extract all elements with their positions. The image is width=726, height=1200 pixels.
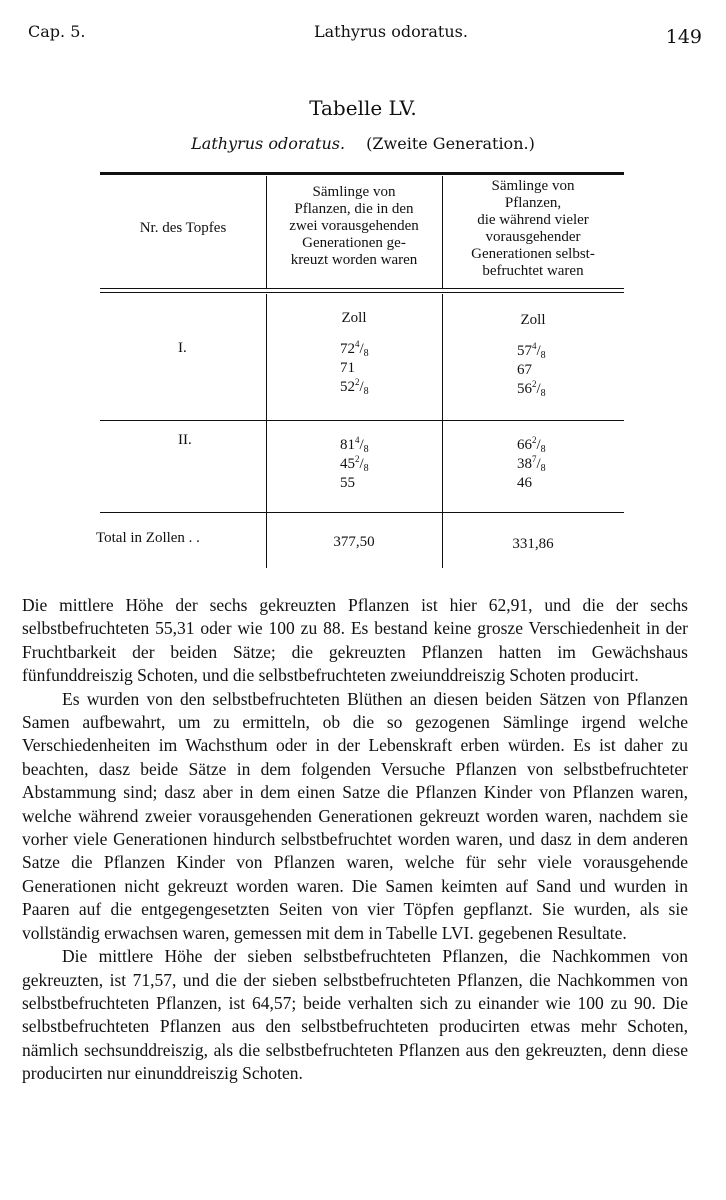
page-number: 149: [665, 26, 702, 48]
pot-1-crossed-values: [340, 340, 369, 397]
value-den: 8: [540, 463, 546, 474]
value-num: 2: [355, 377, 360, 387]
header-crossed-line: zwei vorausgehenden: [289, 218, 419, 234]
header-crossed-line: Pflanzen, die in den: [294, 201, 414, 217]
value-cell: $45^2/_8$: [340, 454, 369, 474]
total-label: Total in Zollen . .: [96, 530, 200, 546]
header-selfed: [442, 178, 624, 280]
header-crossed: [266, 184, 442, 269]
paragraph-2: Es wurden von den selbstbefruchteten Blüthen an diesen beiden Sätzen von Pflanzen Samen aufbewahrt, um zu ermitteln, ob die so gezogenen Sämlinge irgend welche Verschiedenheiten im Wachsthum oder in der Lebenskraft erben würden. Es ist daher zu beachten, dasz beide Sätze in dem folgenden Versuche Pflanzen von selbstbefruchteter Abstammung sind; dasz aber in dem einen Satze die Pflanzen Kinder von Pflanzen waren, welche während zweier vorausgehenden Generationen gekreuzt worden waren, nachdem sie vorher viele Generationen hindurch selbstbefruchtet worden waren, und dasz in dem anderen Satze die Pflanzen Kinder von Pflanzen waren, welche für sehr viele vorausgehende Generationen nicht gekreuzt worden waren. Die Samen keimten auf Sand und wurden in Paaren auf die entgegengesetzten Seiten von vier Töpfen gepflanzt. Sie wurden, als sie vollständig erwachsen waren, gemessen mit dem in Tabelle LVI. gegebenen Resultate.: [22, 688, 688, 943]
unit-selfed: Zoll: [520, 312, 546, 328]
value-cell: $72^4/_8$: [340, 339, 369, 359]
value-whole: 66: [517, 437, 532, 453]
total-crossed: 377,50: [333, 534, 375, 550]
header-selfed-line: vorausgehender: [485, 229, 581, 245]
paragraph-3: Die mittlere Höhe der sieben selbstbefruchteten Pflanzen, die Nachkommen von gekreuzten, ist 71,57, und die der sieben selbstbefruchteten Pflanzen, die Nachkommen von selbstbefruchteten Pflanzen, ist 64,57; beide verhalten sich zu einander wie 100 zu 90. Die selbstbefruchteten Pflanzen aus den selbstbefruchteten producirten etwas mehr Schoten, nämlich sechsunddreiszig, als die selbstbefruchteten Pflanzen aus den gekreuzten, denn diese producirten nur einunddreiszig Schoten.: [22, 946, 688, 1084]
value-cell: [517, 361, 546, 380]
body-text: [22, 594, 688, 1086]
header-selfed-line: Generationen selbst-: [471, 246, 595, 262]
value-den: 8: [540, 444, 546, 455]
table-subtitle: [0, 134, 726, 153]
header-rule-upper: [100, 288, 624, 289]
header-crossed-line: Sämlinge von: [312, 184, 396, 200]
value-cell: $38^7/_8$: [517, 454, 546, 474]
value-whole: 45: [340, 456, 355, 472]
body-col-divider-1: [266, 294, 267, 568]
value-den: 8: [363, 348, 369, 359]
value-cell: $57^4/_8$: [517, 341, 546, 361]
header-selfed-line: die während vieler: [477, 212, 589, 228]
value-num: 2: [355, 454, 360, 464]
pot-2-selfed-values: [517, 436, 546, 493]
value-cell: [340, 359, 369, 378]
value-whole: 38: [517, 456, 532, 472]
pot-divider-rule: [100, 420, 624, 421]
table-subtitle-generation: (Zweite Generation.): [366, 134, 535, 153]
value-whole: 46: [517, 475, 532, 491]
value-cell: $66^2/_8$: [517, 435, 546, 455]
value-den: 8: [363, 463, 369, 474]
value-cell: [517, 474, 546, 493]
value-num: 7: [532, 454, 537, 464]
value-whole: 67: [517, 362, 532, 378]
header-crossed-line: kreuzt worden waren: [290, 252, 418, 268]
pot-1-selfed-values: [517, 342, 546, 399]
value-num: 2: [532, 435, 537, 445]
header-crossed-line: Generationen ge-: [302, 235, 406, 251]
table-top-rule: [100, 172, 624, 175]
header-selfed-line: Sämlinge von: [491, 178, 575, 194]
value-den: 8: [540, 350, 546, 361]
value-cell: [340, 474, 369, 493]
header-rule-lower: [100, 292, 624, 293]
paragraph-1: Die mittlere Höhe der sechs gekreuzten Pflanzen ist hier 62,91, und die der sechs selbstbefruchteten 55,31 oder wie 100 zu 88. Es bestand keine grosze Verschiedenheit in der Fruchtbarkeit der beiden Sätze; die gekreuzten Pflanzen hatten im Gewächshaus fünfunddreiszig Schoten, und die selbstbefruchteten zweiunddreiszig Schoten producirt.: [22, 595, 688, 686]
value-num: 4: [532, 341, 537, 351]
header-selfed-line: befruchtet waren: [482, 263, 584, 279]
table-title: Tabelle LV.: [309, 96, 417, 120]
running-head: [28, 22, 702, 52]
unit-crossed: Zoll: [341, 310, 367, 326]
value-cell: $56^2/_8$: [517, 379, 546, 399]
chapter-label: Cap. 5.: [28, 22, 86, 41]
value-den: 8: [363, 386, 369, 397]
value-whole: 56: [517, 381, 532, 397]
data-table: [96, 168, 624, 576]
value-whole: 72: [340, 341, 355, 357]
value-num: 4: [355, 435, 360, 445]
body-col-divider-2: [442, 294, 443, 568]
running-title: Lathyrus odoratus.: [314, 22, 468, 41]
pot-2-crossed-values: [340, 436, 369, 493]
value-den: 8: [363, 444, 369, 455]
header-selfed-line: Pflanzen,: [504, 195, 562, 211]
table-subtitle-species: Lathyrus odoratus.: [191, 134, 346, 153]
pot-label-2: II.: [178, 432, 192, 448]
total-rule: [100, 512, 624, 513]
value-num: 2: [532, 379, 537, 389]
value-whole: 71: [340, 360, 355, 376]
value-den: 8: [540, 388, 546, 399]
value-whole: 57: [517, 343, 532, 359]
value-cell: $81^4/_8$: [340, 435, 369, 455]
value-cell: $52^2/_8$: [340, 377, 369, 397]
header-pot-number: Nr. des Topfes: [139, 220, 227, 236]
value-whole: 52: [340, 379, 355, 395]
value-num: 4: [355, 339, 360, 349]
value-whole: 55: [340, 475, 355, 491]
value-whole: 81: [340, 437, 355, 453]
pot-label-1: I.: [178, 340, 187, 356]
total-selfed: 331,86: [512, 536, 554, 552]
